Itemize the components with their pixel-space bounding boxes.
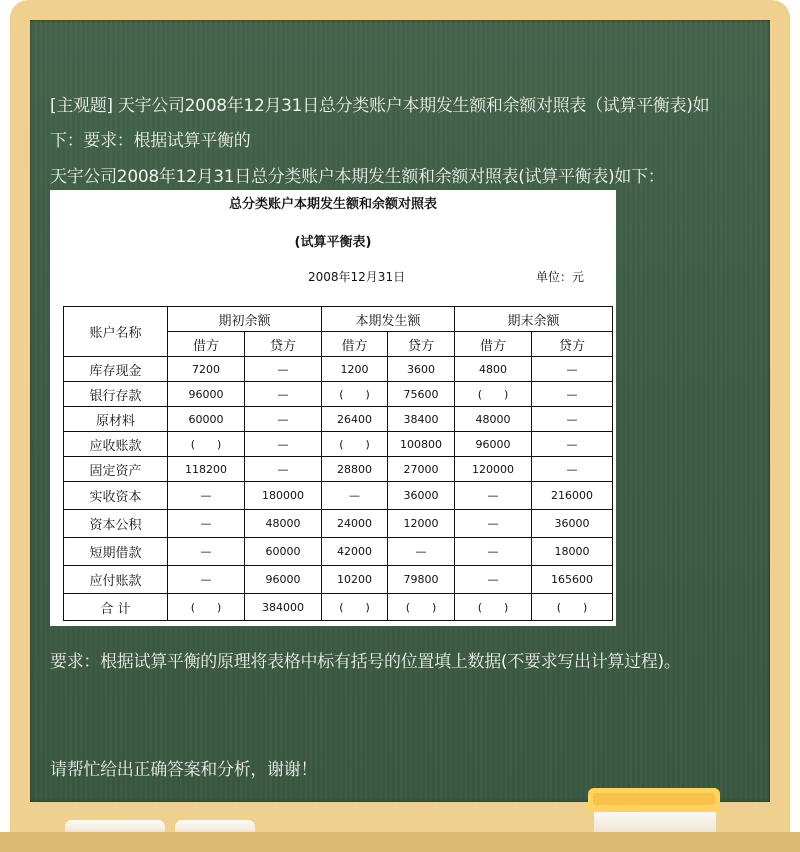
table-row [64, 538, 613, 566]
table-row [64, 510, 613, 538]
header-credit: 贷方 [388, 332, 455, 357]
header-row-groups [64, 307, 613, 332]
header-credit: 贷方 [245, 332, 322, 357]
account-name: 合 计 [64, 594, 168, 621]
cell: ( ) [322, 594, 388, 621]
cell: ( ) [322, 432, 388, 457]
table-row [64, 382, 613, 407]
account-name: 资本公积 [64, 510, 168, 538]
header-opening-balance: 期初余额 [168, 307, 322, 332]
cell: ( ) [322, 382, 388, 407]
table-title: 总分类账户本期发生额和余额对照表 [228, 197, 437, 212]
cell: — [245, 357, 322, 382]
request-text: 请帮忙给出正确答案和分析，谢谢！ [50, 760, 318, 780]
cell: — [168, 566, 245, 594]
table-row [64, 566, 613, 594]
account-name: 固定资产 [64, 457, 168, 482]
account-name: 银行存款 [64, 382, 168, 407]
cell: — [388, 538, 455, 566]
cell: 48000 [245, 510, 322, 538]
cell: — [455, 538, 532, 566]
question-line-2: 下：要求：根据试算平衡的 [50, 131, 251, 151]
account-name: 原材料 [64, 407, 168, 432]
header-account-name: 账户名称 [64, 307, 168, 357]
cell: 96000 [245, 566, 322, 594]
account-name: 短期借款 [64, 538, 168, 566]
chalk-ledge [0, 832, 800, 852]
cell: 38400 [388, 407, 455, 432]
account-name: 实收资本 [64, 482, 168, 510]
cell: — [168, 482, 245, 510]
account-name: 库存现金 [64, 357, 168, 382]
cell: 180000 [245, 482, 322, 510]
cell: ( ) [168, 432, 245, 457]
cell: 27000 [388, 457, 455, 482]
cell: ( ) [532, 594, 613, 621]
cell: 36000 [532, 510, 613, 538]
cell: ( ) [455, 594, 532, 621]
cell: — [455, 510, 532, 538]
cell: 7200 [168, 357, 245, 382]
cell: ( ) [455, 382, 532, 407]
cell: — [245, 382, 322, 407]
cell: — [245, 432, 322, 457]
eraser-icon [588, 788, 720, 812]
requirement-text: 要求：根据试算平衡的原理将表格中标有括号的位置填上数据(不要求写出计算过程)。 [50, 652, 681, 672]
account-name: 应付账款 [64, 566, 168, 594]
cell: 96000 [168, 382, 245, 407]
cell: — [455, 566, 532, 594]
eraser-base [594, 812, 716, 832]
header-debit: 借方 [168, 332, 245, 357]
cell: 120000 [455, 457, 532, 482]
trial-balance-image [50, 190, 616, 626]
table-row [64, 432, 613, 457]
cell: — [245, 457, 322, 482]
header-debit: 借方 [455, 332, 532, 357]
cell: 1200 [322, 357, 388, 382]
cell: 96000 [455, 432, 532, 457]
cell: — [532, 457, 613, 482]
cell: — [455, 482, 532, 510]
table-subtitle: (试算平衡表) [294, 235, 372, 250]
table-unit: 单位：元 [536, 270, 585, 284]
header-debit: 借方 [322, 332, 388, 357]
cell: 100800 [388, 432, 455, 457]
cell: — [322, 482, 388, 510]
table-row-total [64, 594, 613, 621]
cell: 36000 [388, 482, 455, 510]
cell: 4800 [455, 357, 532, 382]
cell: 3600 [388, 357, 455, 382]
table-row [64, 482, 613, 510]
cell: 42000 [322, 538, 388, 566]
account-name: 应收账款 [64, 432, 168, 457]
cell: — [532, 382, 613, 407]
question-line-1: [主观题] 天宇公司2008年12月31日总分类账户本期发生额和余额对照表（试算平衡表)如 [50, 96, 710, 116]
cell: 10200 [322, 566, 388, 594]
cell: 216000 [532, 482, 613, 510]
trial-balance-table [63, 306, 613, 621]
cell: 48000 [455, 407, 532, 432]
cell: — [532, 357, 613, 382]
cell: 18000 [532, 538, 613, 566]
cell: — [532, 407, 613, 432]
header-closing-balance: 期末余额 [455, 307, 613, 332]
question-line-3: 天宇公司2008年12月31日总分类账户本期发生额和余额对照表(试算平衡表)如下： [50, 167, 665, 187]
cell: — [532, 432, 613, 457]
cell: 384000 [245, 594, 322, 621]
cell: — [168, 538, 245, 566]
header-period-activity: 本期发生额 [322, 307, 455, 332]
cell: ( ) [388, 594, 455, 621]
cell: 60000 [245, 538, 322, 566]
cell: 165600 [532, 566, 613, 594]
cell: 75600 [388, 382, 455, 407]
cell: 28800 [322, 457, 388, 482]
cell: 79800 [388, 566, 455, 594]
cell: 24000 [322, 510, 388, 538]
table-row [64, 357, 613, 382]
cell: 26400 [322, 407, 388, 432]
table-row [64, 407, 613, 432]
cell: 118200 [168, 457, 245, 482]
cell: 12000 [388, 510, 455, 538]
table-row [64, 457, 613, 482]
header-credit: 贷方 [532, 332, 613, 357]
cell: — [245, 407, 322, 432]
cell: ( ) [168, 594, 245, 621]
table-date: 2008年12月31日 [308, 270, 406, 284]
cell: — [168, 510, 245, 538]
cell: 60000 [168, 407, 245, 432]
